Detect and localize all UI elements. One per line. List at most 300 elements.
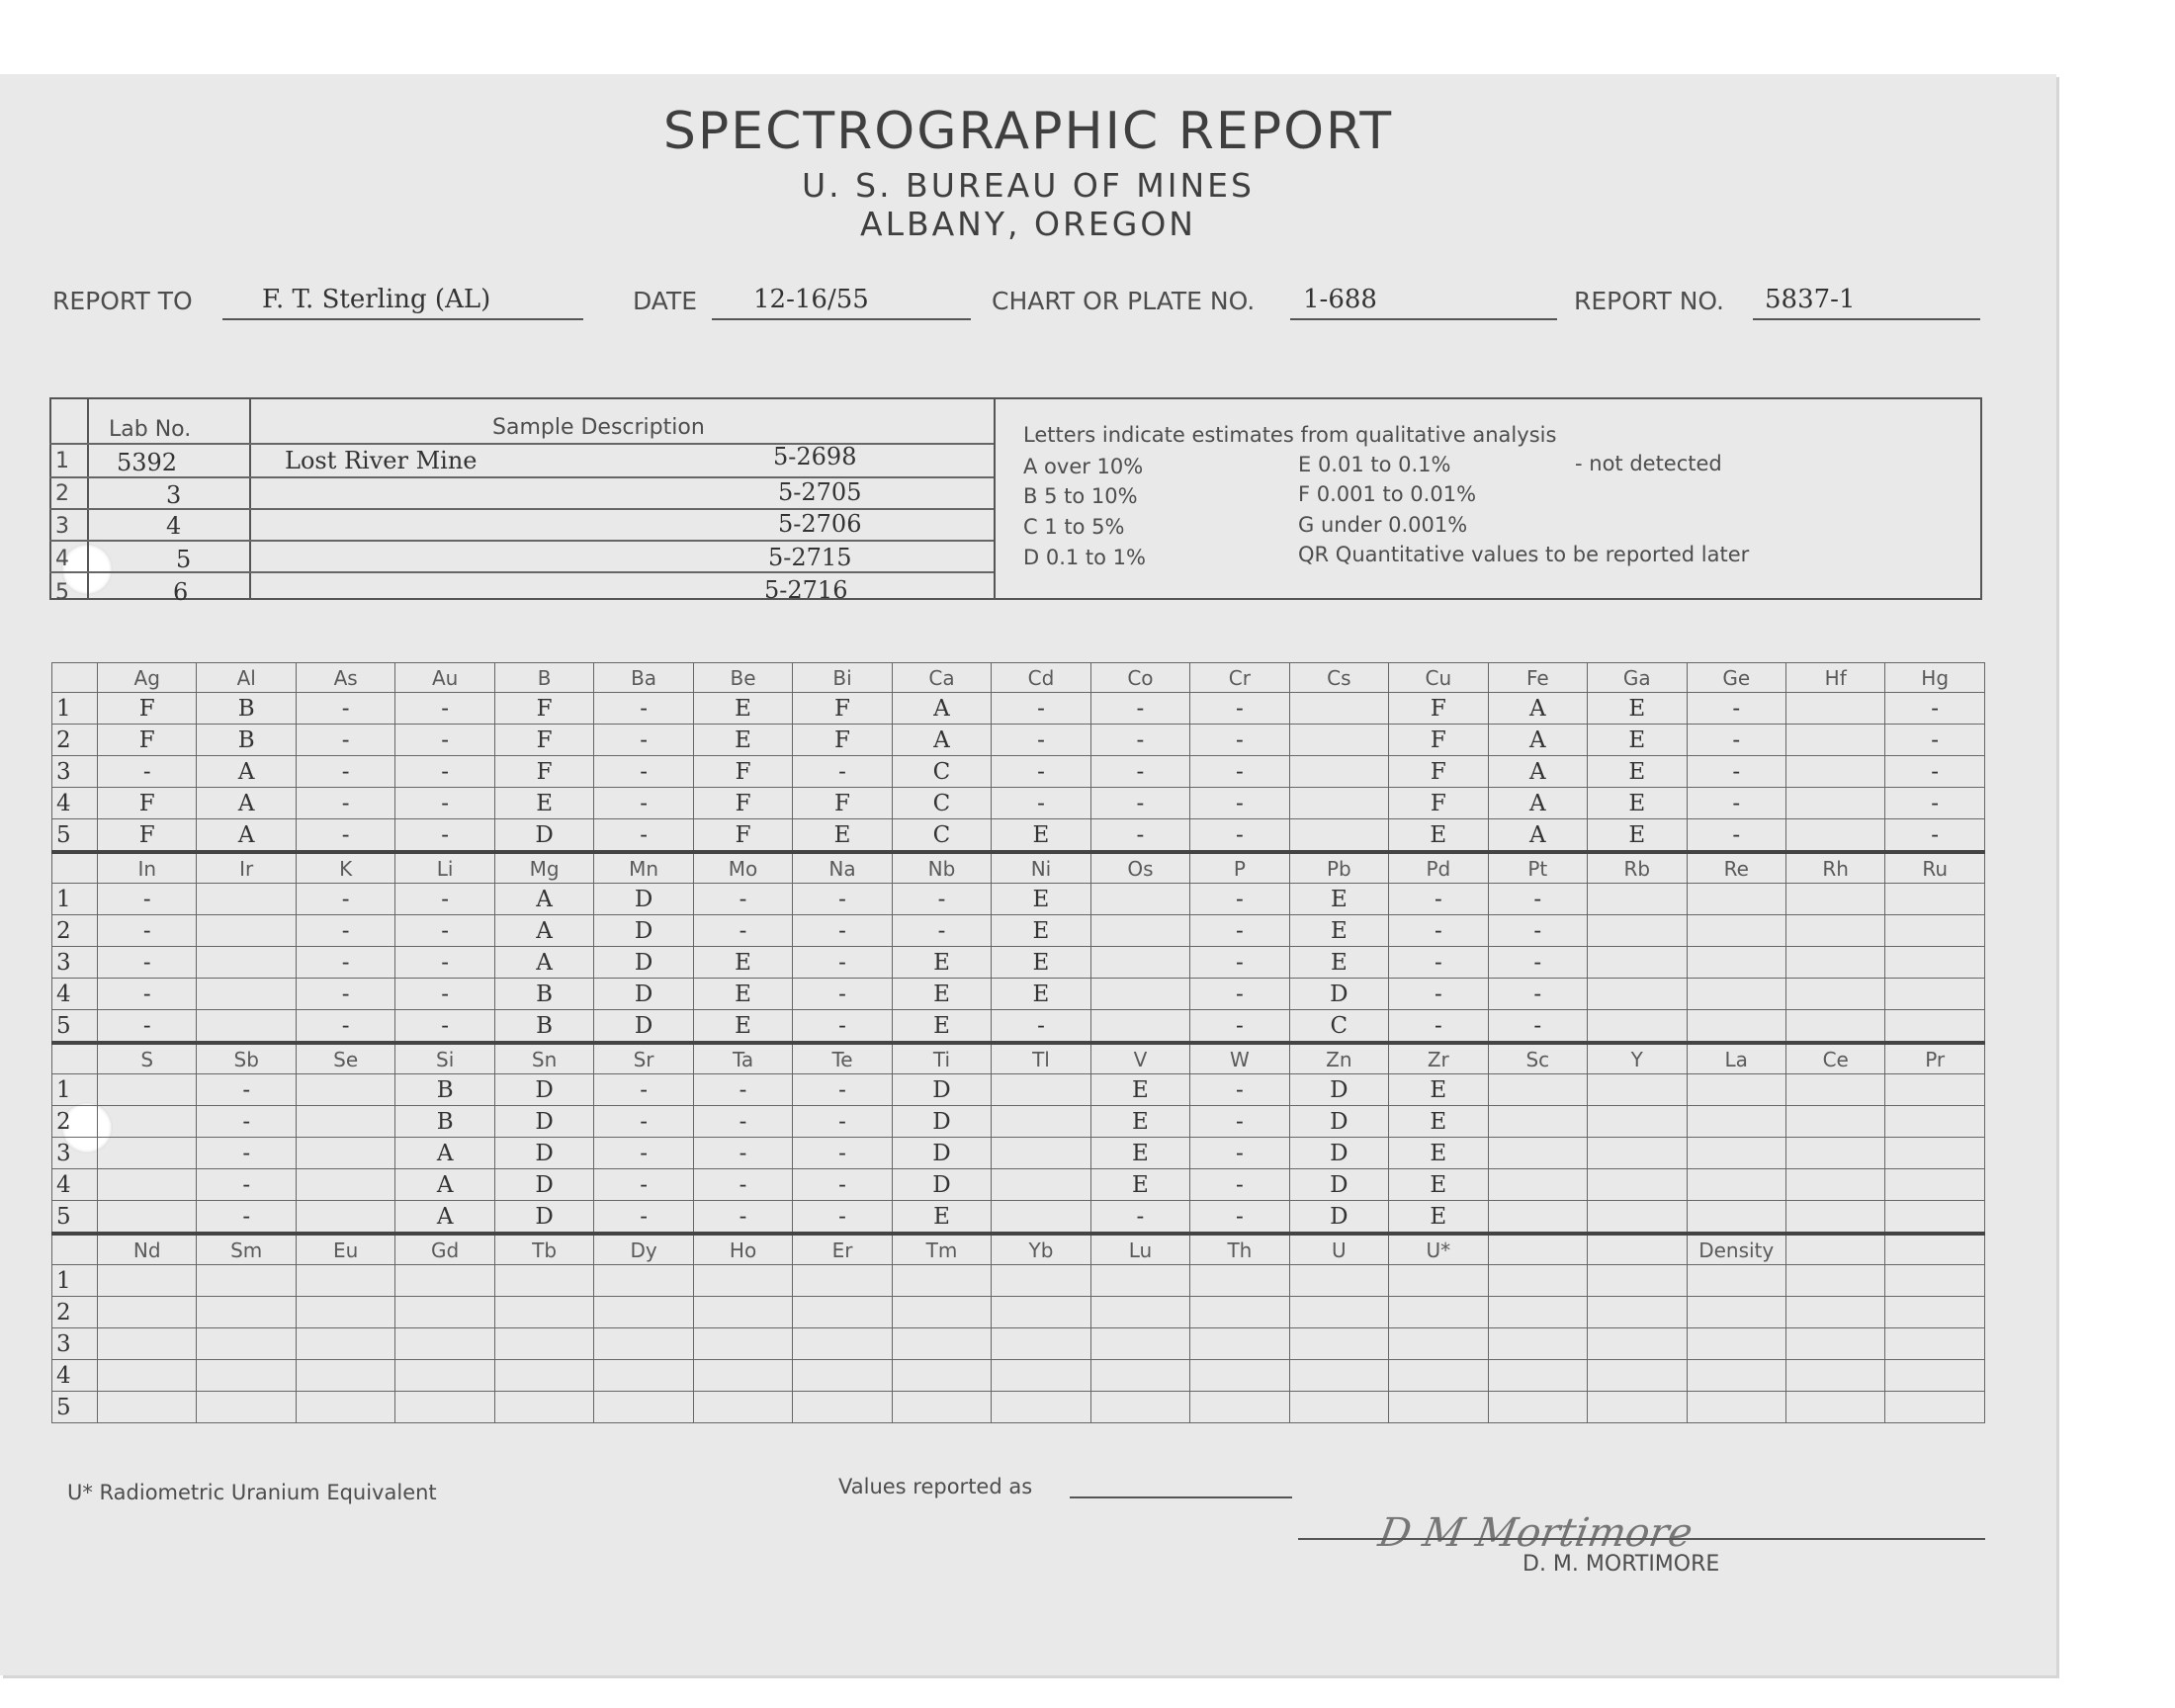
result-cell: E	[1389, 1074, 1488, 1106]
chart-label: CHART OR PLATE NO.	[992, 287, 1256, 315]
result-cell	[395, 1297, 494, 1328]
row-index: 1	[52, 884, 98, 915]
result-cell: F	[1389, 693, 1488, 725]
result-cell: -	[1090, 1201, 1189, 1235]
result-cell: -	[594, 725, 693, 756]
legend-c: C 1 to 5%	[1023, 515, 1125, 539]
result-cell	[296, 1328, 394, 1360]
result-cell	[1687, 947, 1785, 979]
result-cell	[594, 1265, 693, 1297]
element-label: Ho	[693, 1234, 792, 1265]
result-cell	[1785, 1201, 1884, 1235]
result-cell: -	[197, 1138, 296, 1169]
sample-index: 4	[55, 547, 69, 571]
element-label: Tm	[892, 1234, 991, 1265]
result-cell: E	[1588, 756, 1687, 788]
result-cell	[1588, 1297, 1687, 1328]
result-cell: D	[892, 1169, 991, 1201]
result-cell	[594, 1297, 693, 1328]
result-cell	[1785, 788, 1884, 819]
result-cell: F	[793, 725, 892, 756]
result-cell: E	[1090, 1169, 1189, 1201]
result-cell: E	[892, 947, 991, 979]
result-cell: D	[494, 819, 593, 853]
legend-d: D 0.1 to 1%	[1023, 546, 1146, 569]
element-label: Cd	[992, 663, 1090, 693]
result-cell: -	[1885, 725, 1984, 756]
result-cell: D	[594, 1010, 693, 1044]
report-to-value: F. T. Sterling (AL)	[262, 285, 491, 314]
result-cell	[1588, 884, 1687, 915]
chart-value: 1-688	[1303, 285, 1377, 314]
result-cell: -	[395, 1010, 494, 1044]
element-header-row	[52, 1234, 1985, 1265]
result-cell	[395, 1328, 494, 1360]
element-label: Mn	[594, 852, 693, 884]
element-label: Pt	[1488, 852, 1587, 884]
sample-code: 5-2705	[778, 478, 862, 506]
date-value: 12-16/55	[753, 285, 869, 314]
report-to-underline	[222, 318, 583, 320]
element-label	[1588, 1234, 1687, 1265]
result-cell	[98, 1392, 197, 1423]
result-cell	[793, 1265, 892, 1297]
result-cell: -	[296, 1010, 394, 1044]
result-cell	[992, 1392, 1090, 1423]
element-label: Hg	[1885, 663, 1984, 693]
sample-lab-no: 3	[166, 481, 182, 509]
element-label: Pr	[1885, 1043, 1984, 1074]
values-reported-line[interactable]	[1070, 1496, 1292, 1498]
result-cell: -	[296, 819, 394, 853]
result-cell	[1885, 1328, 1984, 1360]
result-cell: -	[793, 1138, 892, 1169]
result-cell	[1785, 1169, 1884, 1201]
element-label: W	[1190, 1043, 1289, 1074]
table-row	[52, 947, 1985, 979]
result-cell	[1588, 1169, 1687, 1201]
result-cell: -	[1190, 1138, 1289, 1169]
element-label: Lu	[1090, 1234, 1189, 1265]
result-cell: -	[1090, 788, 1189, 819]
result-cell	[197, 1265, 296, 1297]
result-cell: D	[494, 1201, 593, 1235]
element-label: Ni	[992, 852, 1090, 884]
result-cell: D	[892, 1074, 991, 1106]
element-label: Dy	[594, 1234, 693, 1265]
element-label: Ir	[197, 852, 296, 884]
result-cell	[793, 1392, 892, 1423]
result-cell: A	[197, 788, 296, 819]
result-cell: D	[1289, 1201, 1388, 1235]
result-cell: A	[1488, 756, 1587, 788]
date-underline	[712, 318, 971, 320]
result-cell	[793, 1360, 892, 1392]
result-cell	[395, 1265, 494, 1297]
row-index: 4	[52, 1360, 98, 1392]
result-cell	[892, 1360, 991, 1392]
element-label: Pd	[1389, 852, 1488, 884]
table-row	[52, 884, 1985, 915]
result-cell: D	[1289, 979, 1388, 1010]
result-cell	[1090, 1392, 1189, 1423]
result-cell: F	[494, 725, 593, 756]
result-cell	[1885, 1297, 1984, 1328]
result-cell: E	[1389, 1169, 1488, 1201]
result-cell	[1488, 1265, 1587, 1297]
element-label: U	[1289, 1234, 1388, 1265]
result-cell: -	[793, 979, 892, 1010]
element-label: Tb	[494, 1234, 593, 1265]
result-cell: -	[1885, 693, 1984, 725]
result-cell	[296, 1138, 394, 1169]
element-label: In	[98, 852, 197, 884]
result-cell: -	[1190, 819, 1289, 853]
element-label: Er	[793, 1234, 892, 1265]
result-cell	[892, 1392, 991, 1423]
result-cell: -	[1190, 1106, 1289, 1138]
result-cell: -	[594, 1201, 693, 1235]
sample-index: 3	[55, 514, 69, 539]
result-cell	[1885, 1010, 1984, 1044]
element-header-row	[52, 1043, 1985, 1074]
result-cell	[693, 1392, 792, 1423]
legend-not-detected: - not detected	[1575, 452, 1722, 475]
result-cell	[1785, 1138, 1884, 1169]
result-cell: D	[494, 1074, 593, 1106]
result-cell: -	[1389, 1010, 1488, 1044]
result-cell: -	[1190, 693, 1289, 725]
table-row	[52, 756, 1985, 788]
result-cell	[1289, 819, 1388, 853]
result-cell: -	[395, 884, 494, 915]
result-cell	[296, 1360, 394, 1392]
signer-name: D. M. MORTIMORE	[1522, 1552, 1720, 1577]
result-cell: -	[197, 1201, 296, 1235]
result-cell: F	[693, 819, 792, 853]
result-cell	[98, 1138, 197, 1169]
result-cell: -	[594, 693, 693, 725]
result-cell: E	[992, 979, 1090, 1010]
result-cell: E	[693, 947, 792, 979]
element-label: Sn	[494, 1043, 593, 1074]
element-label: Sb	[197, 1043, 296, 1074]
result-cell	[1885, 1265, 1984, 1297]
sample-box-divider	[87, 397, 89, 600]
result-cell	[892, 1297, 991, 1328]
uranium-note: U* Radiometric Uranium Equivalent	[67, 1481, 437, 1504]
element-label: Mg	[494, 852, 593, 884]
element-label: Ta	[693, 1043, 792, 1074]
result-cell: -	[395, 947, 494, 979]
result-cell	[197, 884, 296, 915]
result-cell	[1588, 1138, 1687, 1169]
result-cell: F	[98, 725, 197, 756]
result-cell	[1488, 1106, 1587, 1138]
result-cell: -	[992, 756, 1090, 788]
sample-index: 5	[55, 580, 69, 605]
result-cell: A	[1488, 788, 1587, 819]
element-label: Yb	[992, 1234, 1090, 1265]
result-cell: F	[793, 788, 892, 819]
result-cell	[594, 1360, 693, 1392]
result-cell	[1687, 979, 1785, 1010]
legend-heading: Letters indicate estimates from qualitative analysis	[1023, 423, 1557, 447]
result-cell: -	[693, 1201, 792, 1235]
result-cell	[693, 1265, 792, 1297]
element-label: Rb	[1588, 852, 1687, 884]
result-cell: -	[693, 1169, 792, 1201]
result-cell: F	[98, 819, 197, 853]
result-cell: B	[395, 1106, 494, 1138]
result-cell	[892, 1265, 991, 1297]
result-cell: -	[793, 1169, 892, 1201]
result-cell	[1488, 1297, 1587, 1328]
row-index: 1	[52, 1074, 98, 1106]
sample-box-rule	[49, 540, 994, 542]
result-cell: -	[197, 1074, 296, 1106]
result-cell: -	[98, 915, 197, 947]
result-cell: E	[1389, 819, 1488, 853]
result-cell: D	[594, 947, 693, 979]
result-cell	[1885, 1138, 1984, 1169]
result-cell	[1389, 1265, 1488, 1297]
row-index-header	[52, 1043, 98, 1074]
result-cell	[1090, 1360, 1189, 1392]
element-label: Cu	[1389, 663, 1488, 693]
result-cell: -	[1190, 788, 1289, 819]
element-label: Se	[296, 1043, 394, 1074]
result-cell: E	[1588, 788, 1687, 819]
element-label: Ge	[1687, 663, 1785, 693]
element-label: P	[1190, 852, 1289, 884]
result-cell	[1588, 1201, 1687, 1235]
table-row	[52, 1010, 1985, 1044]
result-cell: -	[693, 1138, 792, 1169]
result-cell	[494, 1297, 593, 1328]
result-cell: D	[1289, 1106, 1388, 1138]
result-cell	[1588, 1328, 1687, 1360]
result-cell	[1588, 1074, 1687, 1106]
result-cell: F	[98, 788, 197, 819]
sample-description: Lost River Mine	[285, 447, 478, 474]
result-cell	[494, 1328, 593, 1360]
legend-b: B 5 to 10%	[1023, 484, 1138, 508]
result-cell: -	[1389, 947, 1488, 979]
chart-underline	[1290, 318, 1557, 320]
result-cell: -	[693, 1074, 792, 1106]
result-cell	[1190, 1297, 1289, 1328]
result-cell	[992, 1360, 1090, 1392]
element-label	[1885, 1234, 1984, 1265]
result-cell	[1488, 1201, 1587, 1235]
result-cell: E	[793, 819, 892, 853]
result-cell: -	[693, 884, 792, 915]
element-label: Eu	[296, 1234, 394, 1265]
result-cell	[1488, 1392, 1587, 1423]
row-index: 3	[52, 756, 98, 788]
result-cell: E	[1588, 725, 1687, 756]
sample-box	[49, 397, 1982, 600]
result-cell: -	[1885, 756, 1984, 788]
result-cell: -	[793, 884, 892, 915]
result-cell	[1687, 1360, 1785, 1392]
result-cell: -	[296, 884, 394, 915]
result-cell: -	[98, 756, 197, 788]
result-cell	[1785, 693, 1884, 725]
result-cell	[197, 1297, 296, 1328]
result-cell: -	[197, 1169, 296, 1201]
result-cell	[197, 1328, 296, 1360]
result-cell	[1785, 947, 1884, 979]
element-label: Be	[693, 663, 792, 693]
result-cell: E	[992, 915, 1090, 947]
sample-lab-no: 5	[176, 546, 192, 573]
result-cell	[296, 1074, 394, 1106]
row-index: 4	[52, 1169, 98, 1201]
result-cell: E	[892, 979, 991, 1010]
result-cell: A	[892, 693, 991, 725]
result-cell: D	[1289, 1074, 1388, 1106]
result-cell: E	[1090, 1106, 1189, 1138]
result-cell: E	[1090, 1074, 1189, 1106]
result-cell	[992, 1328, 1090, 1360]
result-cell: -	[594, 1169, 693, 1201]
result-cell	[296, 1265, 394, 1297]
result-cell	[296, 1392, 394, 1423]
table-row	[52, 1265, 1985, 1297]
result-cell: E	[992, 884, 1090, 915]
result-cell: -	[793, 915, 892, 947]
element-label: Ti	[892, 1043, 991, 1074]
result-cell: A	[494, 947, 593, 979]
result-cell: C	[1289, 1010, 1388, 1044]
table-row	[52, 1201, 1985, 1235]
result-cell: -	[693, 1106, 792, 1138]
result-cell	[793, 1328, 892, 1360]
result-cell	[1289, 1360, 1388, 1392]
result-cell: D	[594, 979, 693, 1010]
result-cell	[1289, 788, 1388, 819]
result-cell: E	[1588, 819, 1687, 853]
result-cell: B	[494, 979, 593, 1010]
result-cell	[1588, 915, 1687, 947]
result-cell	[1588, 1010, 1687, 1044]
result-cell: F	[1389, 788, 1488, 819]
result-cell	[1885, 915, 1984, 947]
row-index: 1	[52, 1265, 98, 1297]
result-cell: A	[197, 819, 296, 853]
row-index: 5	[52, 819, 98, 853]
lab-no-header: Lab No.	[109, 417, 192, 442]
report-no-underline	[1753, 318, 1980, 320]
result-cell: -	[1885, 788, 1984, 819]
result-cell: -	[793, 756, 892, 788]
result-cell: -	[594, 1106, 693, 1138]
result-cell	[494, 1360, 593, 1392]
result-cell: -	[1190, 947, 1289, 979]
result-cell: E	[1588, 693, 1687, 725]
result-cell: -	[98, 979, 197, 1010]
result-cell	[1687, 1328, 1785, 1360]
date-label: DATE	[633, 287, 698, 315]
result-cell: -	[395, 819, 494, 853]
table-row	[52, 725, 1985, 756]
result-cell	[992, 1074, 1090, 1106]
table-row	[52, 819, 1985, 853]
element-label: B	[494, 663, 593, 693]
result-cell	[395, 1360, 494, 1392]
element-label: Tl	[992, 1043, 1090, 1074]
result-cell	[1785, 1106, 1884, 1138]
result-cell: D	[594, 915, 693, 947]
result-cell	[1389, 1297, 1488, 1328]
element-label: K	[296, 852, 394, 884]
report-no-label: REPORT NO.	[1574, 287, 1725, 315]
agency-location: ALBANY, OREGON	[860, 205, 1196, 243]
sample-lab-no: 6	[173, 578, 189, 606]
element-grid	[51, 662, 1985, 1423]
result-cell	[693, 1360, 792, 1392]
result-cell: -	[992, 1010, 1090, 1044]
result-cell: -	[1090, 756, 1189, 788]
result-cell: -	[1190, 1169, 1289, 1201]
result-cell	[1289, 1328, 1388, 1360]
result-cell: -	[594, 788, 693, 819]
result-cell: -	[594, 819, 693, 853]
result-cell: -	[296, 788, 394, 819]
result-cell: -	[296, 693, 394, 725]
element-label: Sm	[197, 1234, 296, 1265]
result-cell	[1588, 1392, 1687, 1423]
result-cell	[98, 1328, 197, 1360]
result-cell	[1687, 1010, 1785, 1044]
row-index: 5	[52, 1392, 98, 1423]
result-cell	[1785, 1010, 1884, 1044]
element-label: Y	[1588, 1043, 1687, 1074]
signature-line	[1298, 1538, 1985, 1540]
result-cell	[197, 947, 296, 979]
result-cell: -	[1090, 693, 1189, 725]
sample-box-divider	[994, 397, 996, 600]
result-cell	[1588, 947, 1687, 979]
result-cell	[992, 1138, 1090, 1169]
result-cell: -	[594, 1138, 693, 1169]
result-cell	[296, 1106, 394, 1138]
result-cell: -	[1090, 725, 1189, 756]
result-cell: E	[693, 979, 792, 1010]
result-cell	[1488, 1138, 1587, 1169]
sample-code: 5-2716	[764, 576, 848, 604]
table-row	[52, 788, 1985, 819]
result-cell: F	[494, 693, 593, 725]
row-index-header	[52, 663, 98, 693]
result-cell: -	[1190, 915, 1289, 947]
legend-qr: QR Quantitative values to be reported later	[1298, 543, 1750, 566]
result-cell: E	[1389, 1106, 1488, 1138]
result-cell	[1885, 979, 1984, 1010]
result-cell: D	[494, 1138, 593, 1169]
result-cell: -	[793, 1010, 892, 1044]
element-label: Pb	[1289, 852, 1388, 884]
result-cell: D	[892, 1138, 991, 1169]
result-cell: -	[693, 915, 792, 947]
result-cell: -	[892, 915, 991, 947]
row-index: 1	[52, 693, 98, 725]
result-cell	[395, 1392, 494, 1423]
result-cell: A	[1488, 693, 1587, 725]
result-cell	[1588, 979, 1687, 1010]
